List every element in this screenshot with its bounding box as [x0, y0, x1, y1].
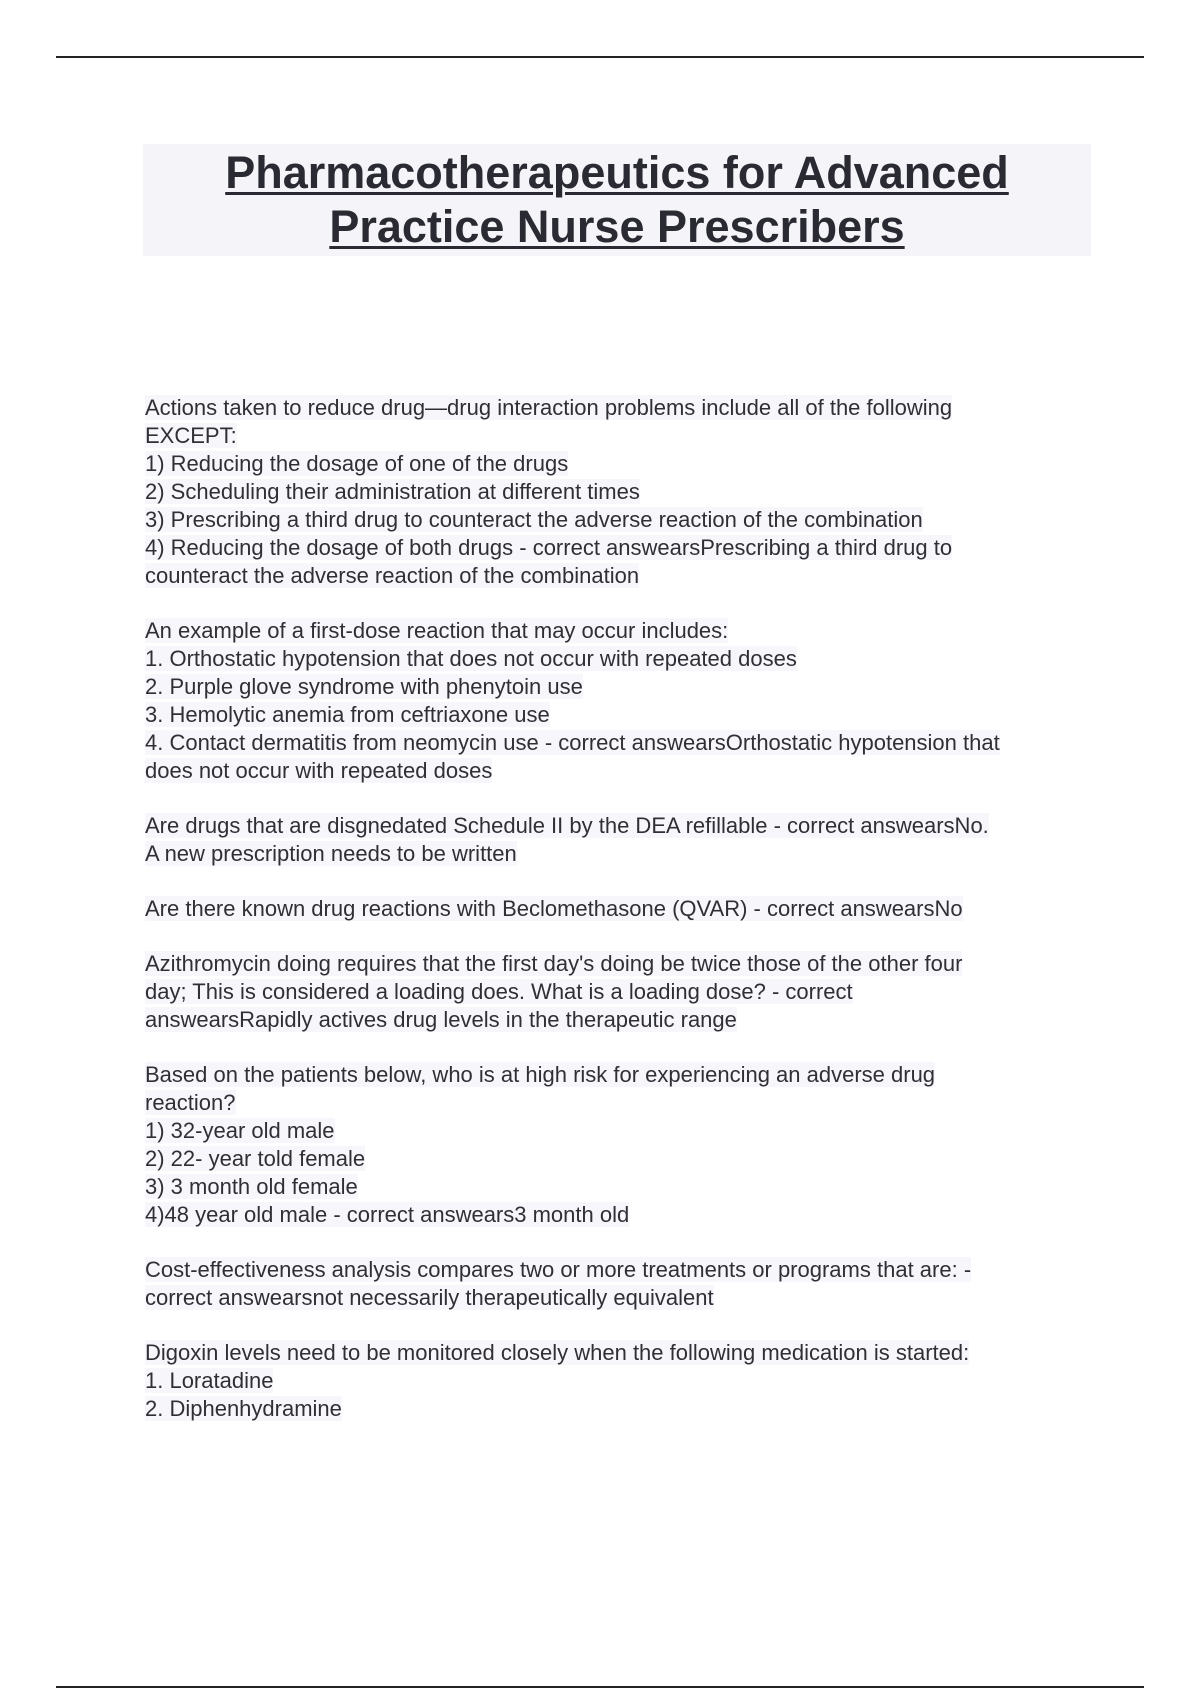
text-line: A new prescription needs to be written	[145, 841, 517, 866]
text-line: 3) Prescribing a third drug to counteract the adverse reaction of the combination	[145, 507, 923, 532]
text-line: Azithromycin doing requires that the first day's doing be twice those of the other four	[145, 951, 963, 976]
text-line: Are there known drug reactions with Beclomethasone (QVAR) - correct answearsNo	[145, 896, 963, 921]
qa-item	[145, 895, 1095, 923]
qa-item	[145, 812, 1095, 868]
text-line: counteract the adverse reaction of the combination	[145, 563, 640, 588]
text-line: Are drugs that are disgnedated Schedule II by the DEA refillable - correct answearsNo.	[145, 813, 989, 838]
text-line: 1) 32-year old male	[145, 1118, 335, 1143]
bottom-rule	[56, 1686, 1144, 1688]
text-line: 3. Hemolytic anemia from ceftriaxone use	[145, 702, 550, 727]
text-line: 1. Loratadine	[145, 1368, 274, 1393]
document-body	[145, 394, 1095, 1450]
top-rule	[56, 56, 1144, 58]
text-line: correct answearsnot necessarily therapeutically equivalent	[145, 1285, 714, 1310]
text-line: day; This is considered a loading does. What is a loading dose? - correct	[145, 979, 853, 1004]
qa-item	[145, 617, 1095, 785]
text-line: 4. Contact dermatitis from neomycin use - correct answearsOrthostatic hypotension that	[145, 730, 1000, 755]
document-title-line-2: Practice Nurse Prescribers	[329, 201, 905, 252]
text-line: 2) Scheduling their administration at different times	[145, 479, 640, 504]
qa-item	[145, 394, 1095, 590]
qa-item	[145, 1061, 1095, 1229]
qa-item	[145, 950, 1095, 1034]
text-line: 2. Diphenhydramine	[145, 1396, 342, 1421]
text-line: EXCEPT:	[145, 423, 237, 448]
text-line: Based on the patients below, who is at high risk for experiencing an adverse drug	[145, 1062, 936, 1087]
text-line: Actions taken to reduce drug—drug interaction problems include all of the following	[145, 395, 953, 420]
text-line: 1) Reducing the dosage of one of the drugs	[145, 451, 569, 476]
document-title-line-1: Pharmacotherapeutics for Advanced	[225, 147, 1009, 198]
qa-item	[145, 1256, 1095, 1312]
text-line: reaction?	[145, 1090, 236, 1115]
text-line: 4) Reducing the dosage of both drugs - correct answearsPrescribing a third drug to	[145, 535, 953, 560]
text-line: 3) 3 month old female	[145, 1174, 358, 1199]
text-line: 1. Orthostatic hypotension that does not occur with repeated doses	[145, 646, 797, 671]
text-line: Digoxin levels need to be monitored closely when the following medication is started:	[145, 1340, 970, 1365]
title-banner	[143, 144, 1091, 256]
text-line: answearsRapidly actives drug levels in the therapeutic range	[145, 1007, 737, 1032]
text-line: An example of a first-dose reaction that may occur includes:	[145, 618, 729, 643]
text-line: 2. Purple glove syndrome with phenytoin use	[145, 674, 583, 699]
qa-item	[145, 1339, 1095, 1423]
text-line: does not occur with repeated doses	[145, 758, 493, 783]
text-line: 2) 22- year told female	[145, 1146, 366, 1171]
text-line: 4)48 year old male - correct answears3 month old	[145, 1202, 630, 1227]
text-line: Cost-effectiveness analysis compares two or more treatments or programs that are: -	[145, 1257, 972, 1282]
